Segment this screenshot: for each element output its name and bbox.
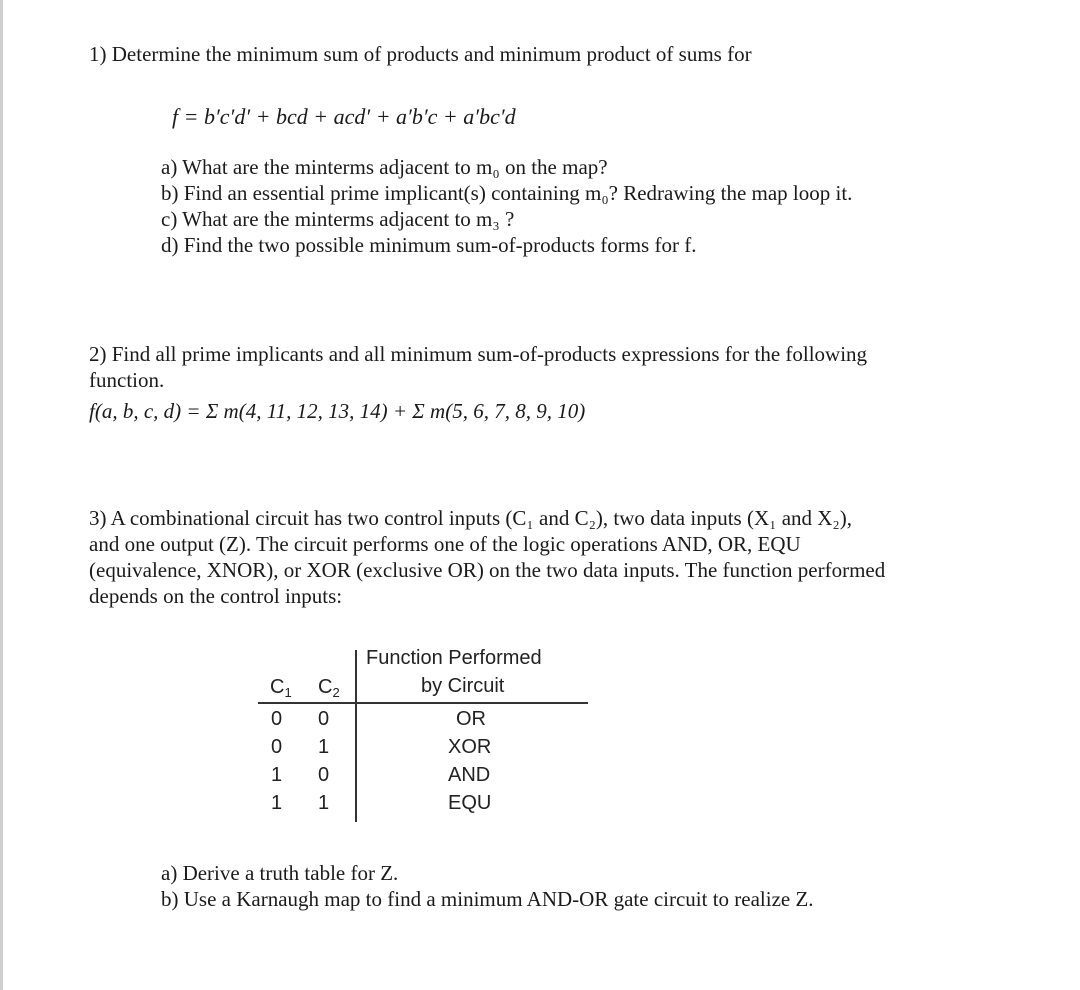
row2-c1: 0	[271, 736, 283, 758]
row2-c2: 1	[318, 736, 330, 758]
q1-part-a: a) What are the minterms adjacent to m₀ on the map?	[161, 155, 608, 179]
page-edge	[0, 0, 3, 990]
table-header-c1: $C_1$	[270, 676, 292, 700]
row2-function: XOR	[448, 736, 492, 758]
q3-part-a: a) Derive a truth table for Z.	[161, 861, 399, 885]
q1-part-d: d) Find the two possible minimum sum-of-products forms for f.	[161, 233, 697, 257]
q3-part-b: b) Use a Karnaugh map to find a minimum AND-OR gate circuit to realize Z.	[161, 887, 814, 911]
q3-line-1: 3) A combinational circuit has two control inputs (C₁ and C₂), two data inputs (X₁ and X₂),	[89, 506, 852, 530]
row3-c1: 1	[271, 764, 283, 786]
table-header-rule	[258, 702, 588, 704]
function-table	[258, 645, 593, 825]
q3-line-4: depends on the control inputs:	[89, 584, 343, 608]
table-header-c2: $C_2$	[318, 676, 340, 700]
table-header-function: Function Performed	[366, 647, 542, 669]
q1-part-b: b) Find an essential prime implicant(s) containing m₀? Redrawing the map loop it.	[161, 181, 853, 205]
row1-c1: 0	[271, 708, 283, 730]
row3-function: AND	[448, 764, 491, 786]
q3-line-2: and one output (Z). The circuit performs one of the logic operations AND, OR, EQU	[89, 532, 801, 556]
table-header-by-circuit: by Circuit	[421, 675, 505, 697]
table-vertical-rule	[355, 650, 357, 822]
row1-function: OR	[456, 708, 486, 730]
q1-part-c: c) What are the minterms adjacent to m₃ ?	[161, 207, 515, 231]
q2-equation: f(a, b, c, d) = Σ m(4, 11, 12, 13, 14) + Σ m(5, 6, 7, 8, 9, 10)	[89, 399, 586, 423]
q1-prompt: 1) Determine the minimum sum of products and minimum product of sums for	[89, 42, 752, 66]
row4-c2: 1	[318, 792, 330, 814]
q2-line-1: 2) Find all prime implicants and all minimum sum-of-products expressions for the following	[89, 342, 868, 366]
row4-c1: 1	[271, 792, 283, 814]
row1-c2: 0	[318, 708, 330, 730]
q3-line-3: (equivalence, XNOR), or XOR (exclusive OR) on the two data inputs. The function performed	[89, 558, 886, 582]
row3-c2: 0	[318, 764, 330, 786]
q2-line-2: function.	[89, 368, 165, 392]
row4-function: EQU	[448, 792, 492, 814]
q1-equation: f = b′c′d′ + bcd + acd′ + a′b′c + a′bc′d	[172, 104, 516, 129]
